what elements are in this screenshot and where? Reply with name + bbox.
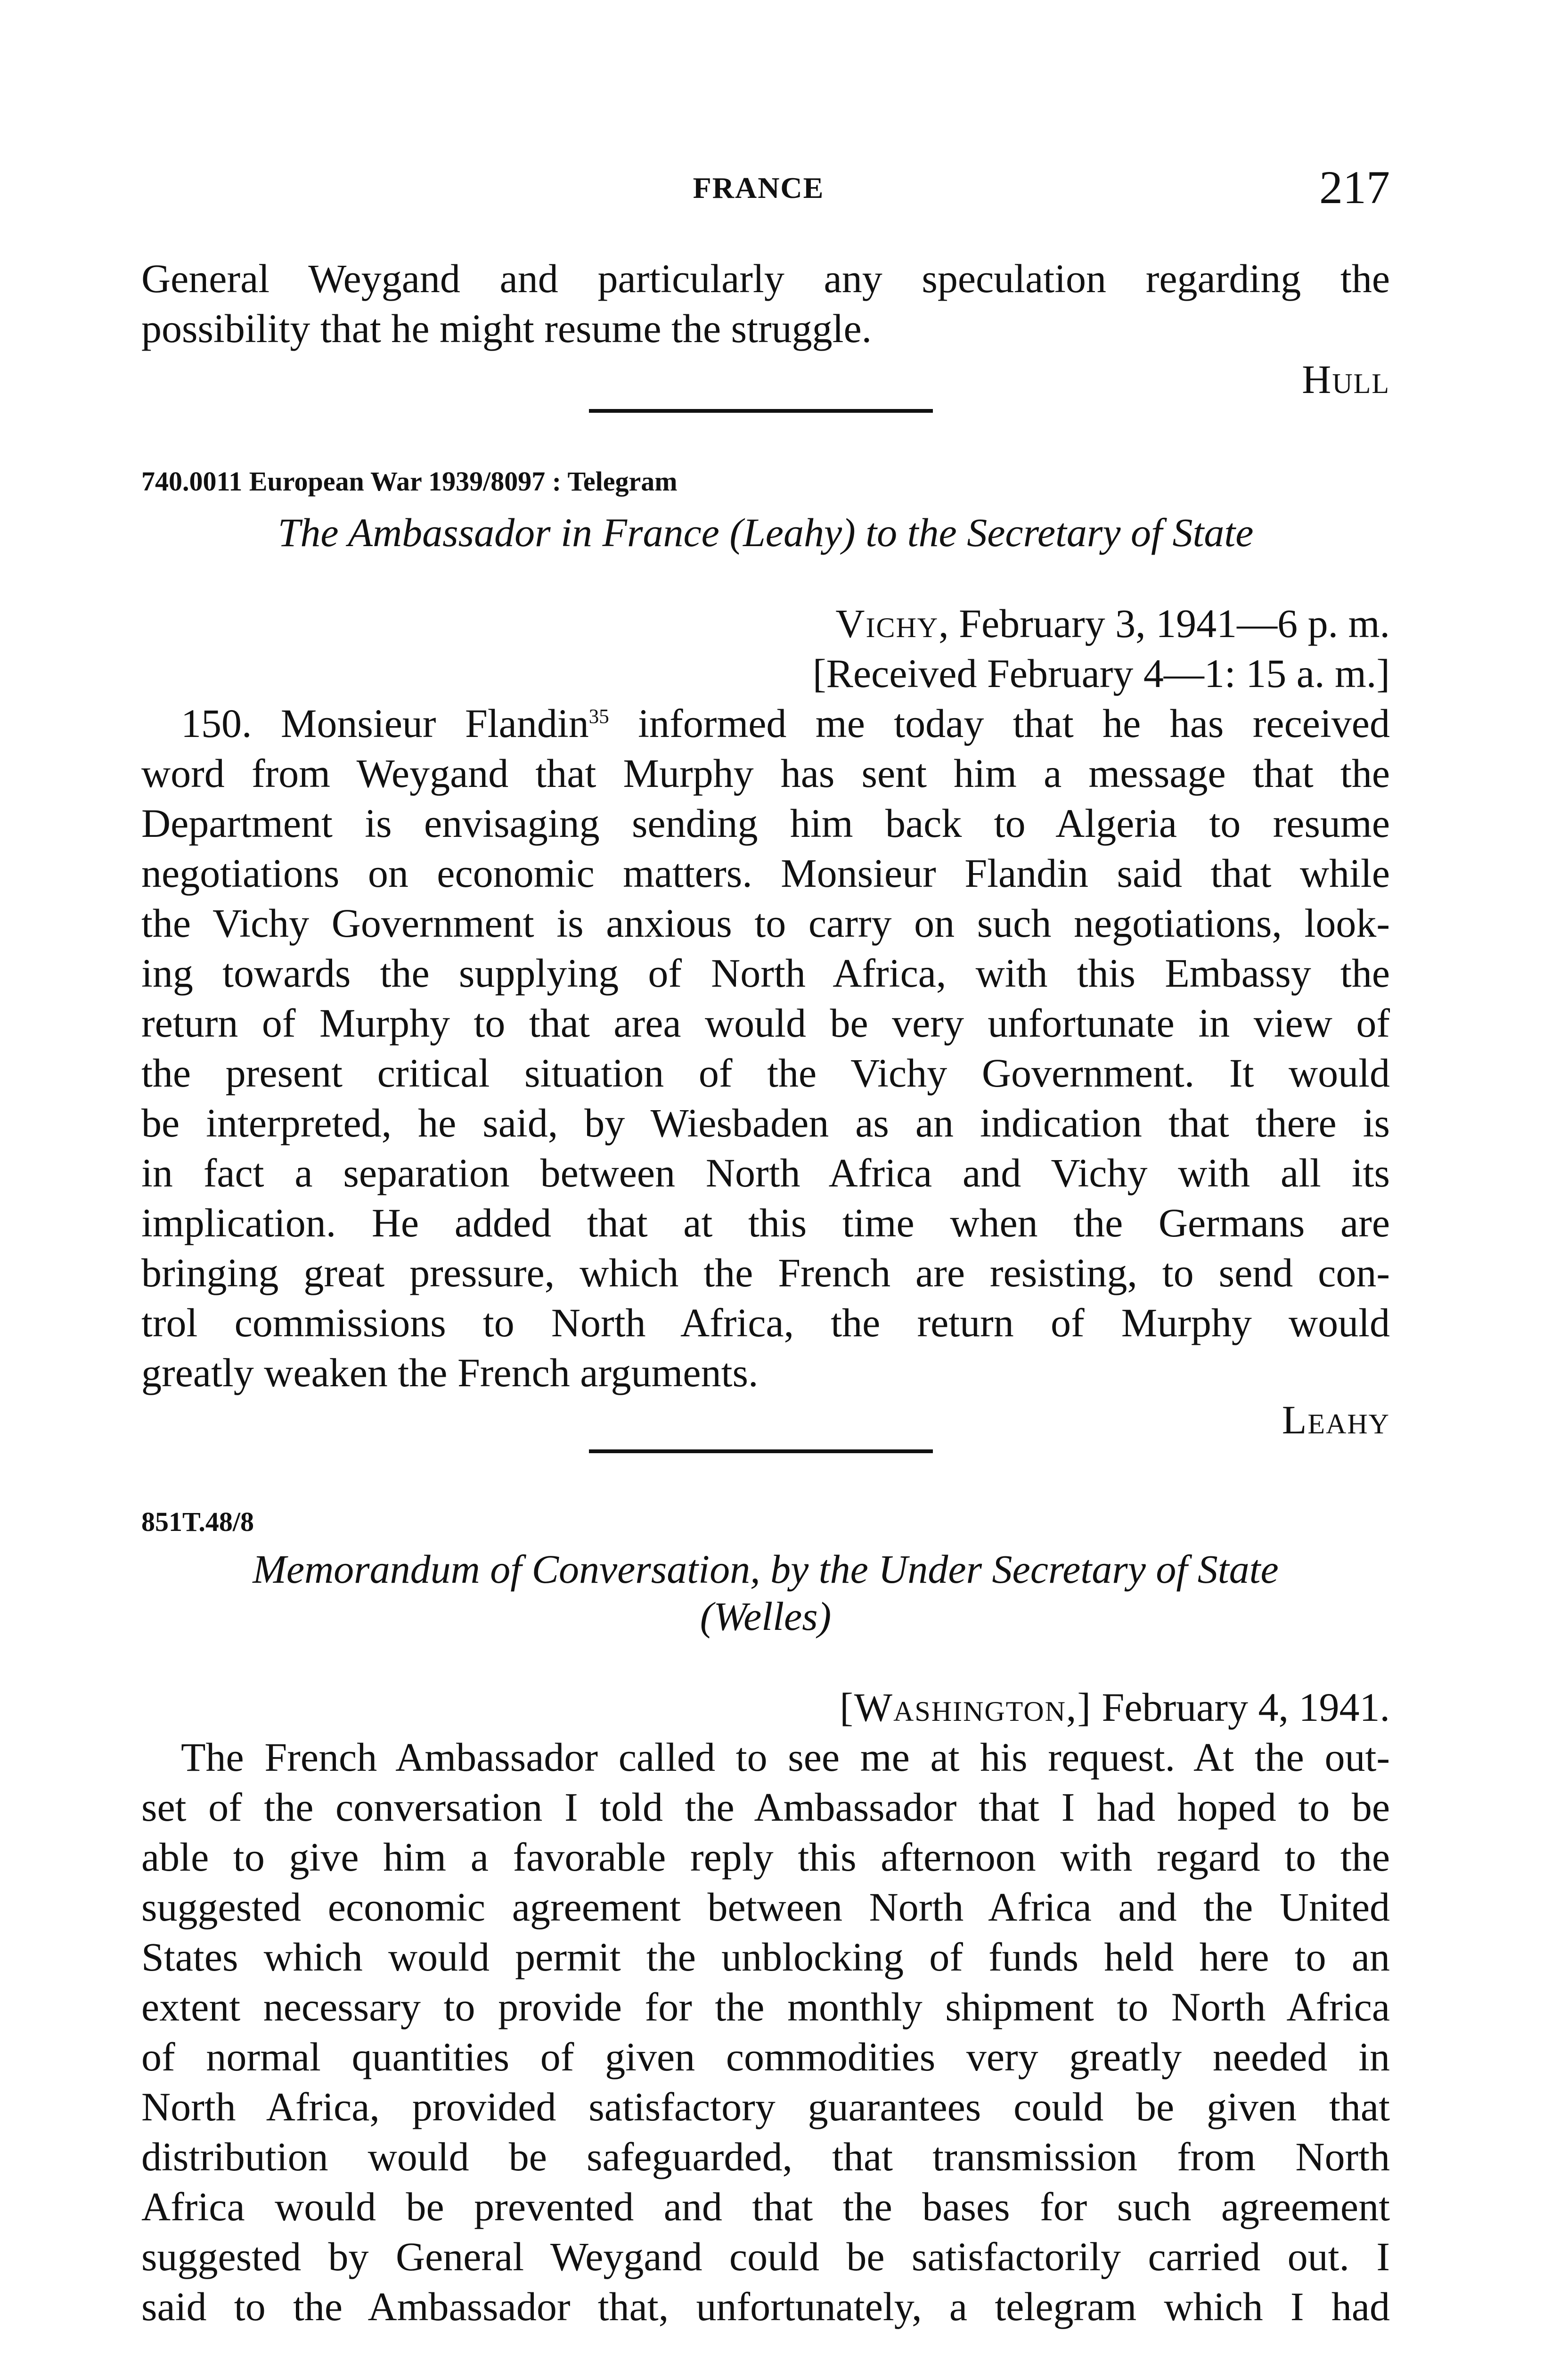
page-number: 217 xyxy=(1319,161,1390,213)
text-line: of normal quantities of given commodities very greatly needed in xyxy=(141,2034,1390,2079)
continuation-paragraph xyxy=(141,254,1390,353)
text-line: in fact a separation between North Africa and Vichy with all its xyxy=(141,1150,1390,1195)
text-line: States which would permit the unblocking of funds held here to an xyxy=(141,1934,1390,1980)
running-header-title: FRANCE xyxy=(693,171,825,205)
memorandum-paragraph xyxy=(141,1732,1390,2331)
text-line: able to give him a favorable reply this afternoon with regard to the xyxy=(141,1834,1390,1880)
document-title-continued: (Welles) xyxy=(700,1594,832,1639)
text-line: 150. Monsieur Flandin$^{35}$ informed me today that he has received xyxy=(181,701,1390,746)
text-line: possibility that he might resume the struggle. xyxy=(141,306,872,351)
file-reference: 851T.48/8 xyxy=(141,1506,254,1537)
text-line: The French Ambassador called to see me at his request. At the out- xyxy=(181,1734,1390,1780)
text-line: said to the Ambassador that, unfortunately, a telegram which I had xyxy=(141,2284,1390,2329)
text-line: trol commissions to North Africa, the return of Murphy would xyxy=(141,1300,1390,1345)
text-line: implication. He added that at this time when the Germans are xyxy=(141,1200,1390,1245)
file-reference: 740.0011 European War 1939/8097 : Telegram xyxy=(141,466,678,497)
text-line: the Vichy Government is anxious to carry on such negotiations, look- xyxy=(141,900,1390,946)
text-line: suggested economic agreement between North Africa and the United xyxy=(141,1884,1390,1930)
text-line: Department is envisaging sending him back to Algeria to resume xyxy=(141,801,1390,846)
text-line: bringing great pressure, which the French are resisting, to send con- xyxy=(141,1250,1390,1295)
text-line: General Weygand and particularly any speculation regarding the xyxy=(141,256,1390,301)
received-line: [Received February 4—1: 15 a. m.] xyxy=(812,651,1390,696)
document-title: The Ambassador in France (Leahy) to the Secretary of State xyxy=(278,510,1254,555)
document-title: Memorandum of Conversation, by the Under Secretary of State xyxy=(253,1546,1279,1592)
text-line: North Africa, provided satisfactory guarantees could be given that xyxy=(141,2084,1390,2129)
telegram-paragraph xyxy=(141,698,1390,1398)
text-line: the present critical situation of the Vichy Government. It would xyxy=(141,1050,1390,1096)
signature-hull: Hull xyxy=(1302,357,1390,402)
dateline: [Washington,] February 4, 1941. xyxy=(840,1685,1390,1730)
text-line: negotiations on economic matters. Monsieur Flandin said that while xyxy=(141,851,1390,896)
text-line: distribution would be safeguarded, that transmission from North xyxy=(141,2134,1390,2179)
text-line: extent necessary to provide for the monthly shipment to North Africa xyxy=(141,1984,1390,2029)
text-line: suggested by General Weygand could be satisfactorily carried out. I xyxy=(141,2234,1390,2279)
section-divider xyxy=(589,409,933,413)
text-line: be interpreted, he said, by Wiesbaden as an indication that there is xyxy=(141,1100,1390,1145)
text-line: greatly weaken the French arguments. xyxy=(141,1350,759,1395)
signature-leahy: Leahy xyxy=(1282,1397,1390,1442)
dateline: Vichy, February 3, 1941—6 p. m. xyxy=(835,601,1390,646)
text-line: word from Weygand that Murphy has sent him a message that the xyxy=(141,751,1390,796)
section-divider xyxy=(589,1449,933,1453)
text-line: return of Murphy to that area would be very unfortunate in view of xyxy=(141,1000,1390,1046)
text-line: set of the conversation I told the Ambassador that I had hoped to be xyxy=(141,1784,1390,1830)
text-line: ing towards the supplying of North Africa, with this Embassy the xyxy=(141,950,1390,996)
text-line: Africa would be prevented and that the bases for such agreement xyxy=(141,2184,1390,2229)
footnote-reference: 35 xyxy=(588,705,609,728)
